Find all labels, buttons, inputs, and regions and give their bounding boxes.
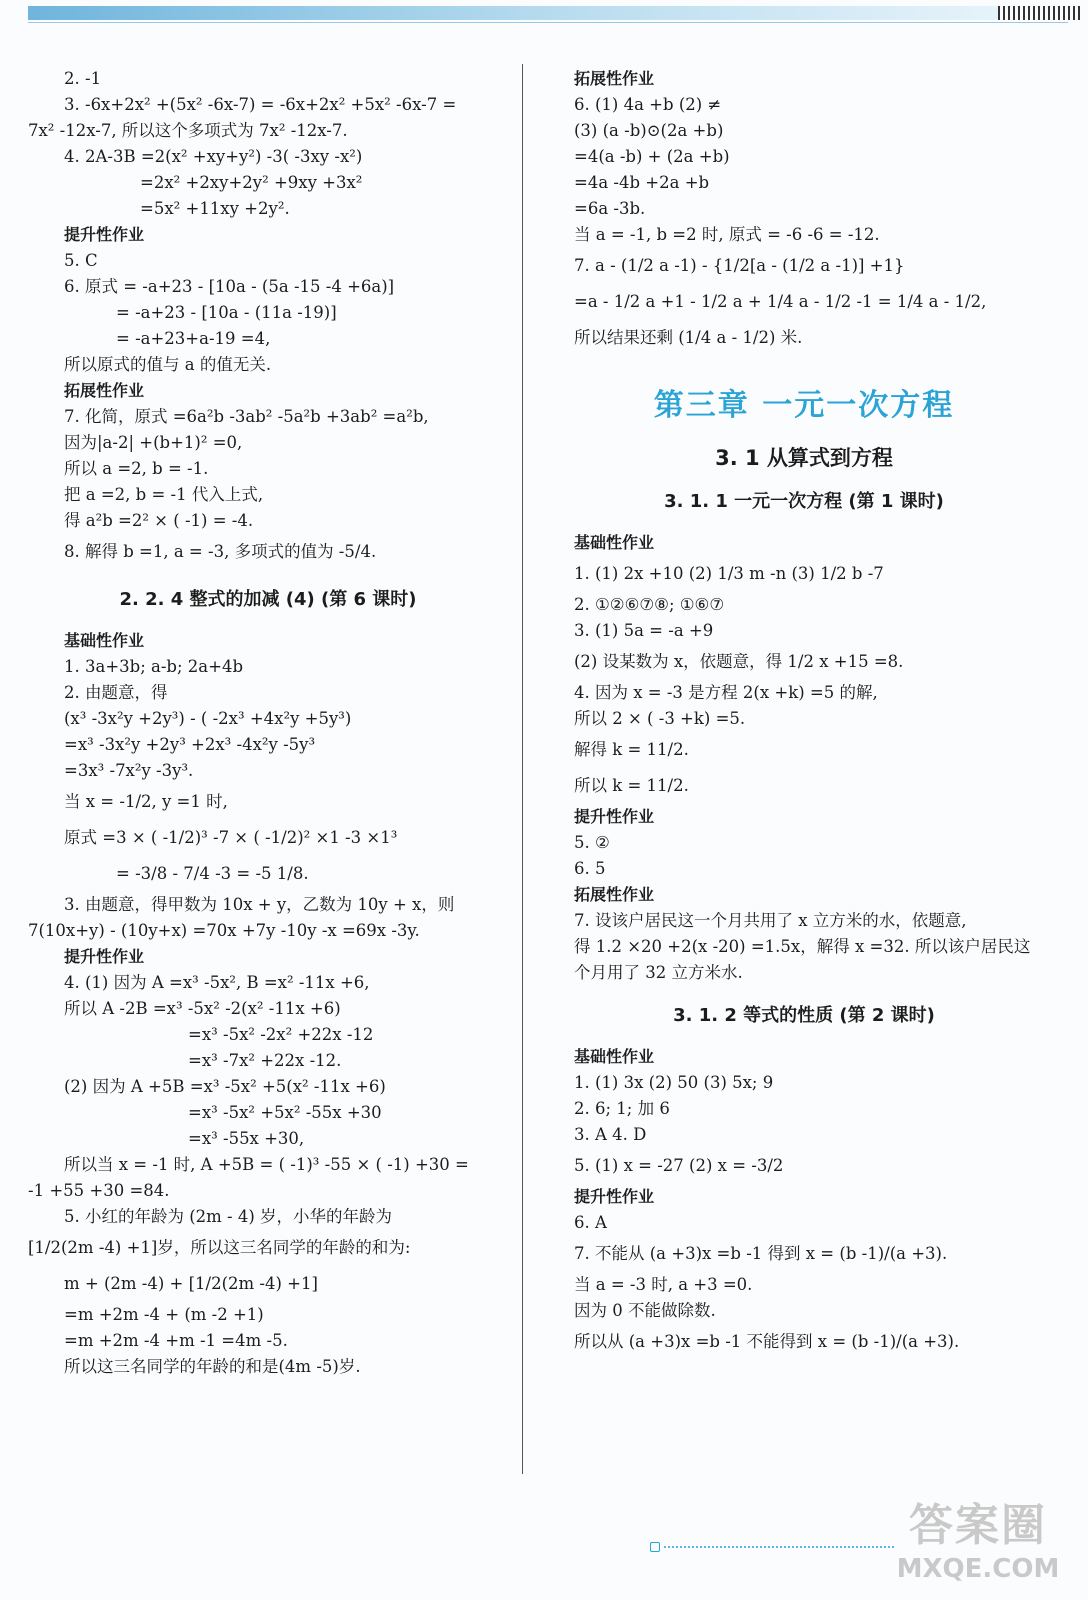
answer-line: 3. (1) 5a = -a +9 bbox=[574, 621, 714, 640]
answer-line: 2. 6; 1; 加 6 bbox=[574, 1099, 670, 1118]
answer-line: 把 a =2, b = -1 代入上式, bbox=[64, 485, 264, 504]
site-watermark bbox=[888, 1498, 1068, 1590]
answer-line: 个月用了 32 立方米水. bbox=[574, 963, 743, 982]
answer-line: =4a -4b +2a +b bbox=[574, 173, 710, 192]
answer-line: =x³ -7x² +22x -12. bbox=[188, 1051, 342, 1070]
answer-line: [1/2(2m -4) +1]岁，所以这三名同学的年龄的和为: bbox=[28, 1238, 411, 1257]
answer-line: =m +2m -4 +m -1 =4m -5. bbox=[64, 1331, 288, 1350]
answer-line: 6. 5 bbox=[574, 859, 606, 878]
answer-line: (2) 因为 A +5B =x³ -5x² +5(x² -11x +6) bbox=[64, 1077, 386, 1096]
answer-line: 因为|a-2| +(b+1)² =0, bbox=[64, 433, 243, 452]
answer-line: 原式 =3 × ( -1/2)³ -7 × ( -1/2)² ×1 -3 ×1³ bbox=[64, 828, 398, 847]
barcode-ticks bbox=[998, 6, 1082, 20]
answer-line: 6. 原式 = -a+23 - [10a - (5a -15 -4 +6a)] bbox=[64, 277, 395, 296]
homework-heading: 基础性作业 bbox=[64, 631, 145, 650]
answer-line: 2. -1 bbox=[64, 69, 102, 88]
answer-line: =6a -3b. bbox=[574, 199, 646, 218]
answer-line: 6. (1) 4a +b (2) ≠ bbox=[574, 95, 722, 114]
answer-line: 得 a²b =2² × ( -1) = -4. bbox=[64, 511, 254, 530]
answer-line: 7. 化简，原式 =6a²b -3ab² -5a²b +3ab² =a²b, bbox=[64, 407, 429, 426]
watermark-logo-text: 答案圈 bbox=[909, 1500, 1047, 1551]
homework-heading: 基础性作业 bbox=[574, 1047, 655, 1066]
homework-heading: 拓展性作业 bbox=[574, 69, 655, 88]
answer-line: 6. A bbox=[574, 1213, 607, 1232]
answer-line: 7. 不能从 (a +3)x =b -1 得到 x = (b -1)/(a +3). bbox=[574, 1244, 948, 1263]
answer-line: 所以 k = 11/2. bbox=[574, 776, 689, 795]
answer-line: 5. 小红的年龄为 (2m - 4) 岁，小华的年龄为 bbox=[64, 1207, 393, 1226]
answer-line: 解得 k = 11/2. bbox=[574, 740, 689, 759]
answer-line: 当 a = -3 时, a +3 =0. bbox=[574, 1275, 753, 1294]
watermark-url: MXQE.COM bbox=[896, 1554, 1060, 1584]
footer-dotted-line bbox=[664, 1546, 894, 1548]
answer-line: =x³ -5x² -2x² +22x -12 bbox=[188, 1025, 374, 1044]
answer-line: 8. 解得 b =1, a = -3, 多项式的值为 -5/4. bbox=[64, 542, 377, 561]
answer-line: 7. a - (1/2 a -1) - {1/2[a - (1/2 a -1)] +1} bbox=[574, 256, 905, 275]
homework-heading: 基础性作业 bbox=[574, 533, 655, 552]
answer-line: =x³ -3x²y +2y³ +2x³ -4x²y -5y³ bbox=[64, 735, 316, 754]
answer-line: 7x² -12x-7, 所以这个多项式为 7x² -12x-7. bbox=[28, 121, 348, 140]
answer-line: =2x² +2xy+2y² +9xy +3x² bbox=[140, 173, 363, 192]
homework-heading: 拓展性作业 bbox=[574, 885, 655, 904]
answer-line: 2. 由题意，得 bbox=[64, 683, 168, 702]
answer-line: 4. 因为 x = -3 是方程 2(x +k) =5 的解, bbox=[574, 683, 878, 702]
answer-line: = -3/8 - 7/4 -3 = -5 1/8. bbox=[116, 864, 309, 883]
answer-line: 所以 A -2B =x³ -5x² -2(x² -11x +6) bbox=[64, 999, 341, 1018]
answer-line: =4(a -b) + (2a +b) bbox=[574, 147, 730, 166]
answer-line: 1. 3a+3b; a-b; 2a+4b bbox=[64, 657, 244, 676]
footer-square-icon bbox=[650, 1542, 660, 1552]
homework-heading: 提升性作业 bbox=[64, 225, 145, 244]
answer-line: 所以结果还剩 (1/4 a - 1/2) 米. bbox=[574, 328, 803, 347]
answer-line: 因为 0 不能做除数. bbox=[574, 1301, 716, 1320]
chapter-title: 第三章 一元一次方程 bbox=[653, 388, 955, 423]
right-column bbox=[574, 66, 1034, 1360]
answer-line: (3) (a -b)⊙(2a +b) bbox=[574, 121, 724, 140]
section-heading-3-1-1: 3. 1. 1 一元一次方程 (第 1 课时) bbox=[664, 491, 944, 512]
answer-line: 当 a = -1, b =2 时, 原式 = -6 -6 = -12. bbox=[574, 225, 880, 244]
answer-line: 所以 a =2, b = -1. bbox=[64, 459, 209, 478]
answer-line: (x³ -3x²y +2y³) - ( -2x³ +4x²y +5y³) bbox=[64, 709, 352, 728]
section-heading-3-1: 3. 1 从算式到方程 bbox=[715, 446, 893, 470]
homework-heading: 提升性作业 bbox=[64, 947, 145, 966]
answer-line: =m +2m -4 + (m -2 +1) bbox=[64, 1305, 264, 1324]
answer-line: m + (2m -4) + [1/2(2m -4) +1] bbox=[64, 1274, 318, 1293]
header-band bbox=[28, 6, 998, 20]
answer-line: 3. 由题意，得甲数为 10x + y，乙数为 10y + x，则 bbox=[64, 895, 455, 914]
answer-line: 所以从 (a +3)x =b -1 不能得到 x = (b -1)/(a +3). bbox=[574, 1332, 960, 1351]
homework-heading: 提升性作业 bbox=[574, 1187, 655, 1206]
answer-line: =x³ -5x² +5x² -55x +30 bbox=[188, 1103, 382, 1122]
header-rule bbox=[28, 22, 1068, 23]
answer-line: 3. -6x+2x² +(5x² -6x-7) = -6x+2x² +5x² -6x-7 = bbox=[64, 95, 457, 114]
right-answers-part1 bbox=[574, 66, 1034, 356]
answer-line: 当 x = -1/2, y =1 时, bbox=[64, 792, 228, 811]
left-column bbox=[28, 66, 508, 1380]
answer-line: =x³ -55x +30, bbox=[188, 1129, 305, 1148]
answer-line: 所以原式的值与 a 的值无关. bbox=[64, 355, 272, 374]
answer-line: 4. 2A-3B =2(x² +xy+y²) -3( -3xy -x²) bbox=[64, 147, 363, 166]
answer-line: =5x² +11xy +2y². bbox=[140, 199, 290, 218]
answer-line: (2) 设某数为 x，依题意，得 1/2 x +15 =8. bbox=[574, 652, 904, 671]
answer-line: 5. (1) x = -27 (2) x = -3/2 bbox=[574, 1156, 784, 1175]
answer-line: 所以这三名同学的年龄的和是(4m -5)岁. bbox=[64, 1357, 361, 1376]
left-answers-part1 bbox=[28, 66, 508, 570]
answer-line: 得 1.2 ×20 +2(x -20) =1.5x，解得 x =32. 所以该户居民这 bbox=[574, 937, 1031, 956]
answer-line: 所以 2 × ( -3 +k) =5. bbox=[574, 709, 746, 728]
answer-line: 2. ①②⑥⑦⑧; ①⑥⑦ bbox=[574, 595, 725, 614]
answer-line: 4. (1) 因为 A =x³ -5x², B =x² -11x +6, bbox=[64, 973, 370, 992]
answer-line: =a - 1/2 a +1 - 1/2 a + 1/4 a - 1/2 -1 = 1/4 a - 1/2, bbox=[574, 292, 987, 311]
homework-heading: 提升性作业 bbox=[574, 807, 655, 826]
answer-line: 7(10x+y) - (10y+x) =70x +7y -10y -x =69x -3y. bbox=[28, 921, 420, 940]
answer-line: 5. C bbox=[64, 251, 98, 270]
homework-heading: 拓展性作业 bbox=[64, 381, 145, 400]
right-answers-part2 bbox=[574, 530, 1034, 986]
section-heading-2-2-4: 2. 2. 4 整式的加减 (4) (第 6 课时) bbox=[119, 589, 417, 610]
answer-line: 1. (1) 2x +10 (2) 1/3 m -n (3) 1/2 b -7 bbox=[574, 564, 884, 583]
right-answers-part3 bbox=[574, 1044, 1034, 1360]
answer-line: 5. ② bbox=[574, 833, 610, 852]
answer-line: 所以当 x = -1 时, A +5B = ( -1)³ -55 × ( -1) +30 = bbox=[64, 1155, 469, 1174]
answer-line: = -a+23+a-19 =4, bbox=[116, 329, 271, 348]
answer-line: 3. A 4. D bbox=[574, 1125, 647, 1144]
answer-line: = -a+23 - [10a - (11a -19)] bbox=[116, 303, 337, 322]
left-answers-part2 bbox=[28, 628, 508, 1380]
section-heading-3-1-2: 3. 1. 2 等式的性质 (第 2 课时) bbox=[673, 1005, 935, 1026]
answer-line: 7. 设该户居民这一个月共用了 x 立方米的水，依题意, bbox=[574, 911, 967, 930]
answer-line: =3x³ -7x²y -3y³. bbox=[64, 761, 194, 780]
column-divider bbox=[522, 64, 523, 1474]
answer-line: 1. (1) 3x (2) 50 (3) 5x; 9 bbox=[574, 1073, 774, 1092]
answer-line: -1 +55 +30 =84. bbox=[28, 1181, 170, 1200]
